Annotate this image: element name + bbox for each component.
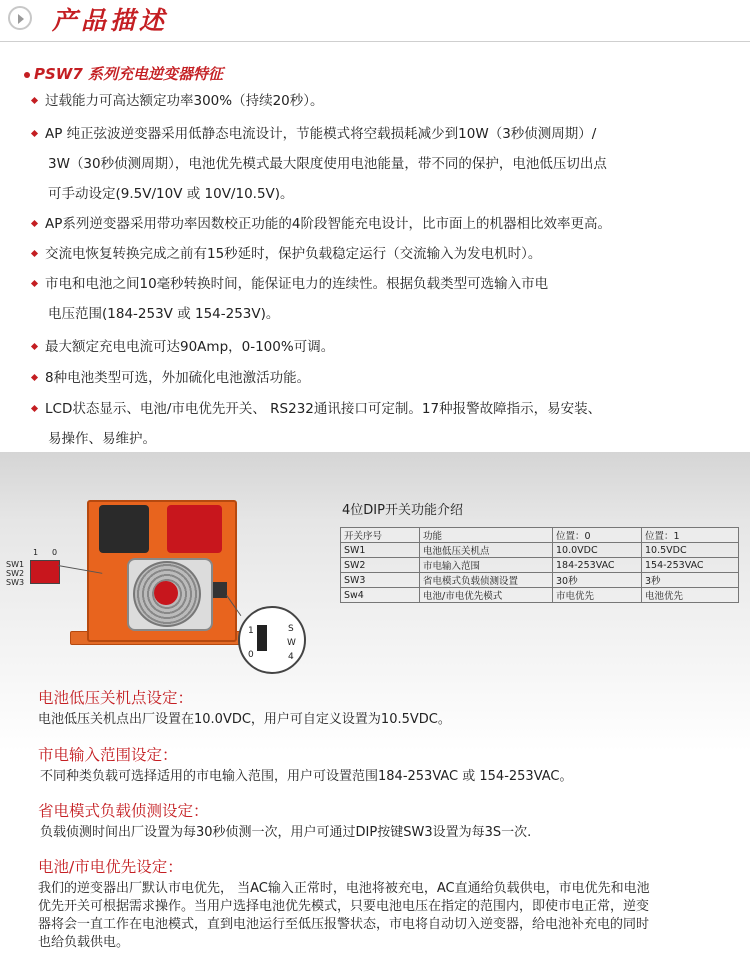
black-terminal-cover xyxy=(99,505,149,553)
feature-line: 可手动设定(9.5V/10V 或 10V/10.5V)。 xyxy=(48,186,294,202)
table-cell: 市电输入范围 xyxy=(420,558,553,573)
fan-hub xyxy=(154,581,178,605)
diamond-bullet-icon xyxy=(31,279,38,286)
zoom-label-w: W xyxy=(287,638,296,648)
feature-line: LCD状态显示、电池/市电优先开关、 RS232通讯接口可定制。17种报警故障指示，易安装、 xyxy=(45,401,602,417)
header-divider xyxy=(0,41,750,42)
table-header-row xyxy=(341,528,739,543)
feature-line: 易操作、易维护。 xyxy=(48,431,156,447)
dip-label-sw1: SW1 xyxy=(6,560,25,569)
feature-line: 8种电池类型可选，外加硫化电池激活功能。 xyxy=(45,370,311,386)
feature-item xyxy=(32,242,541,262)
feature-line: AP系列逆变器采用带功率因数校正功能的4阶段智能充电设计，比市面上的机器相比效率更高。 xyxy=(45,216,611,232)
diamond-bullet-icon xyxy=(31,249,38,256)
setting-text: 电池低压关机点出厂设置在10.0VDC，用户可自定义设置为10.5VDC。 xyxy=(38,712,451,727)
features-heading xyxy=(24,63,223,84)
table-cell: 省电模式负载侦测设置 xyxy=(420,573,553,588)
zoom-label-4: 4 xyxy=(288,652,294,662)
feature-item xyxy=(32,122,596,142)
table-row xyxy=(341,558,739,573)
setting-text: 不同种类负载可选择适用的市电输入范围，用户可设置范围184-253VAC 或 154-253VAC。 xyxy=(40,769,573,784)
column-header: 功能 xyxy=(420,528,553,543)
table-cell: 电池低压关机点 xyxy=(420,543,553,558)
zoom-label-1: 1 xyxy=(248,626,254,636)
table-cell: 154-253VAC xyxy=(642,558,739,573)
feature-line: 最大额定充电电流可达90Amp，0-100%可调。 xyxy=(45,339,335,355)
setting-text: 优先开关可根据需求操作。当用户选择电池优先模式，只要电池电压在指定的范围内，即使市电正常，逆变 xyxy=(38,899,650,914)
feature-line: AP 纯正弦波逆变器采用低静态电流设计，节能模式将空载损耗减少到10W（3秒侦测周期）/ xyxy=(45,126,597,142)
diamond-bullet-icon xyxy=(31,96,38,103)
setting-title: 省电模式负载侦测设定： xyxy=(38,802,209,820)
setting-text: 我们的逆变器出厂默认市电优先， 当AC输入正常时，电池将被充电，AC直通给负载供电，市电优先和电池 xyxy=(38,881,650,896)
dip-switch-icon xyxy=(30,560,60,584)
zoom-label-s: S xyxy=(288,624,294,634)
dip-label-0: 0 xyxy=(52,548,58,557)
red-terminal-cover xyxy=(167,505,222,553)
feature-line: 交流电恢复转换完成之前有15秒延时，保护负载稳定运行（交流输入为发电机时）。 xyxy=(45,246,542,262)
dip-label-sw3: SW3 xyxy=(6,578,25,587)
table-row xyxy=(341,573,739,588)
diamond-bullet-icon xyxy=(31,219,38,226)
setting-text: 也给负载供电。 xyxy=(38,935,130,950)
diamond-bullet-icon xyxy=(31,129,38,136)
feature-line: 市电和电池之间10毫秒转换时间，能保证电力的连续性。根据负载类型可选输入市电 xyxy=(45,276,549,292)
dip-table xyxy=(340,527,739,603)
table-row xyxy=(341,543,739,558)
feature-item xyxy=(32,335,334,355)
table-cell: 市电优先 xyxy=(553,588,642,603)
setting-title: 电池/市电优先设定： xyxy=(38,858,183,876)
column-header: 位置：1 xyxy=(642,528,739,543)
table-cell: 184-253VAC xyxy=(553,558,642,573)
diamond-bullet-icon xyxy=(31,373,38,380)
feature-item xyxy=(32,212,611,232)
column-header: 位置：0 xyxy=(553,528,642,543)
play-circle-icon xyxy=(8,6,32,30)
table-cell: 电池优先 xyxy=(642,588,739,603)
feature-line: 过载能力可高达额定功率300%（持续20秒）。 xyxy=(45,93,324,109)
table-row xyxy=(341,588,739,603)
feature-line: 电压范围(184-253V 或 154-253V)。 xyxy=(48,306,280,322)
setting-title: 市电输入范围设定： xyxy=(38,746,178,764)
feature-item xyxy=(32,366,310,386)
table-cell: 10.0VDC xyxy=(553,543,642,558)
table-cell: 30秒 xyxy=(553,573,642,588)
features-title: PSW7 系列充电逆变器特征 xyxy=(34,65,224,83)
feature-item xyxy=(32,89,324,109)
priority-switch-icon xyxy=(213,582,227,598)
table-cell: 3秒 xyxy=(642,573,739,588)
table-cell: 电池/市电优先模式 xyxy=(420,588,553,603)
dip-label-1: 1 xyxy=(33,548,39,557)
page-title: 产品描述 xyxy=(52,6,169,35)
setting-text: 负载侦测时间出厂设置为每30秒侦测一次，用户可通过DIP按键SW3设置为每3S一次. xyxy=(40,825,532,840)
table-cell: Sw4 xyxy=(341,588,420,603)
diamond-bullet-icon xyxy=(31,404,38,411)
table-cell: SW3 xyxy=(341,573,420,588)
table-cell: SW2 xyxy=(341,558,420,573)
column-header: 开关序号 xyxy=(341,528,420,543)
setting-text: 器将会一直工作在电池模式，直到电池运行至低压报警状态，市电将自动切入逆变器，给电池补充电的同时 xyxy=(38,917,650,932)
diamond-bullet-icon xyxy=(31,342,38,349)
bullet-dot-icon xyxy=(24,72,30,78)
zoom-label-0: 0 xyxy=(248,650,254,660)
feature-item xyxy=(32,397,601,417)
dip-table-title: 4位DIP开关功能介绍 xyxy=(342,503,463,518)
zoom-switch-icon xyxy=(257,625,267,651)
dip-label-sw2: SW2 xyxy=(6,569,25,578)
setting-title: 电池低压关机点设定： xyxy=(38,689,194,707)
feature-line: 3W（30秒侦测周期），电池优先模式最大限度使用电池能量，带不同的保护，电池低压切出点 xyxy=(48,156,607,172)
table-cell: 10.5VDC xyxy=(642,543,739,558)
table-cell: SW1 xyxy=(341,543,420,558)
feature-item xyxy=(32,272,548,292)
